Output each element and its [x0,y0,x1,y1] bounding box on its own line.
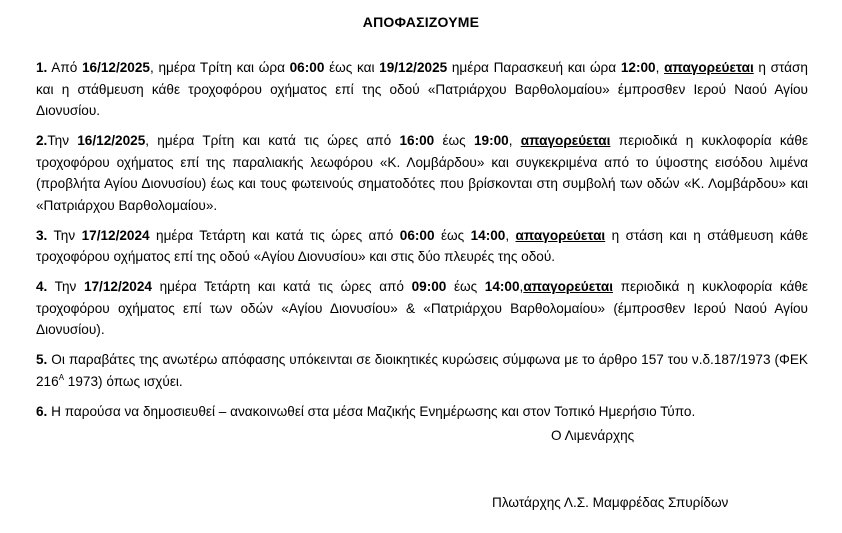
bold-text: 16/12/2025 [81,60,150,75]
bold-text: 5. [36,352,48,367]
bold-text: 06:00 [399,227,435,243]
bold-text: 3. [36,227,48,243]
bold-text: 19:00 [473,133,509,148]
decision-item-1 [36,57,808,122]
decision-item-6 [36,401,808,423]
item-text: , [519,279,524,294]
decision-item-5 [36,349,808,392]
item-text: Α [58,372,65,382]
prohibition-keyword: απαγορεύεται [664,60,754,75]
item-text: Την [47,133,78,148]
bold-text: 16:00 [399,133,435,148]
item-text: έως και [324,60,380,75]
bold-text: 1. [36,60,48,75]
prohibition-keyword: απαγορεύεται [515,227,606,243]
item-text: , [505,227,516,243]
item-text: έως [446,279,485,294]
bold-text: 14:00 [470,227,506,243]
decision-items [36,57,808,431]
bold-text: 16/12/2025 [77,133,146,148]
item-text: περιοδικά η κυκλοφορία κάθε τροχοφόρου οχήματος επί των οδών «Αγίου Διονυσίου» & «Πατριάρχου Βαρθολομαίου» (έμπροσθεν Ιερού Ναού Αγίου Διονυσίου). [36,279,808,337]
item-text: Την [47,279,84,294]
bold-text: 06:00 [289,60,325,75]
bold-text: 12:00 [620,60,656,75]
item-text: περιοδικά η κυκλοφορία κάθε τροχοφόρου οχήματος επί της παραλιακής λεωφόρου «Κ. Λομβάρδου» και συγκεκριμένα από το ύψοστης εισόδου λιμένα (προβλήτα Αγίου Διονυσίου) έως και τους φωτεινούς σηματοδότες που βρίσκονται στη συμβολή των οδών «Κ. Λομβάρδου» και «Πατριάρχου Βαρθολομαίου». [36,133,809,213]
item-text: η στάση και η στάθμευση κάθε τροχοφόρου οχήματος επί της οδού «Πατριάρχου Βαρθολομαίου» έμπροσθεν Ιερού Ναού Αγίου Διονυσίου. [36,60,808,118]
signature-title: Ο Λιμενάρχης [551,428,635,443]
item-text: έως [434,133,474,148]
decision-item-3 [36,225,808,268]
item-text: ημέρα Παρασκευή και ώρα [447,60,621,75]
item-text: Η παρούσα να δημοσιευθεί – ανακοινωθεί στα μέσα Μαζικής Ενημέρωσης και στον Τοπικό Ημερήσιο Τύπο. [47,403,696,419]
decision-item-4 [36,276,808,341]
item-text: Την [47,227,82,243]
bold-text: 14:00 [484,279,520,294]
bold-text: 17/12/2024 [81,227,150,243]
document-title: ΑΠΟΦΑΣΙΖΟΥΜΕ [362,14,480,30]
item-text: , ημέρα Τρίτη και ώρα [150,60,290,75]
item-text: ημέρα Τετάρτη και κατά τις ώρες από [149,227,400,243]
item-text: Οι παραβάτες της ανωτέρω απόφασης υπόκεινται σε διοικητικές κυρώσεις σύμφωνα με το άρθρο 157 του ν.δ.187/1973 (ΦΕΚ 216 [36,352,808,389]
bold-text: 09:00 [411,279,447,294]
item-text: , ημέρα Τρίτη και κατά τις ώρες από [145,133,400,148]
item-text: 1973) όπως ισχύει. [64,373,183,389]
item-text: Από [47,60,82,75]
bold-text: 2. [36,133,48,148]
bold-text: 6. [36,403,48,419]
item-text: η στάση και η στάθμευση κάθε τροχοφόρου οχήματος επί της οδού «Αγίου Διονυσίου» και στις δύο πλευρές της οδού. [36,227,808,264]
bold-text: 19/12/2025 [379,60,448,75]
bold-text: 17/12/2024 [83,279,152,294]
item-text: , [508,133,521,148]
decision-item-2 [36,130,808,216]
bold-text: 4. [36,279,48,294]
prohibition-keyword: απαγορεύεται [520,133,611,148]
item-text: έως [434,227,471,243]
item-text: ημέρα Τετάρτη και κατά τις ώρες από [151,279,412,294]
signature-name: Πλωτάρχης Λ.Σ. Μαμφρέδας Σπυρίδων [492,495,729,510]
prohibition-keyword: απαγορεύεται [523,279,613,294]
item-text: , [655,60,665,75]
